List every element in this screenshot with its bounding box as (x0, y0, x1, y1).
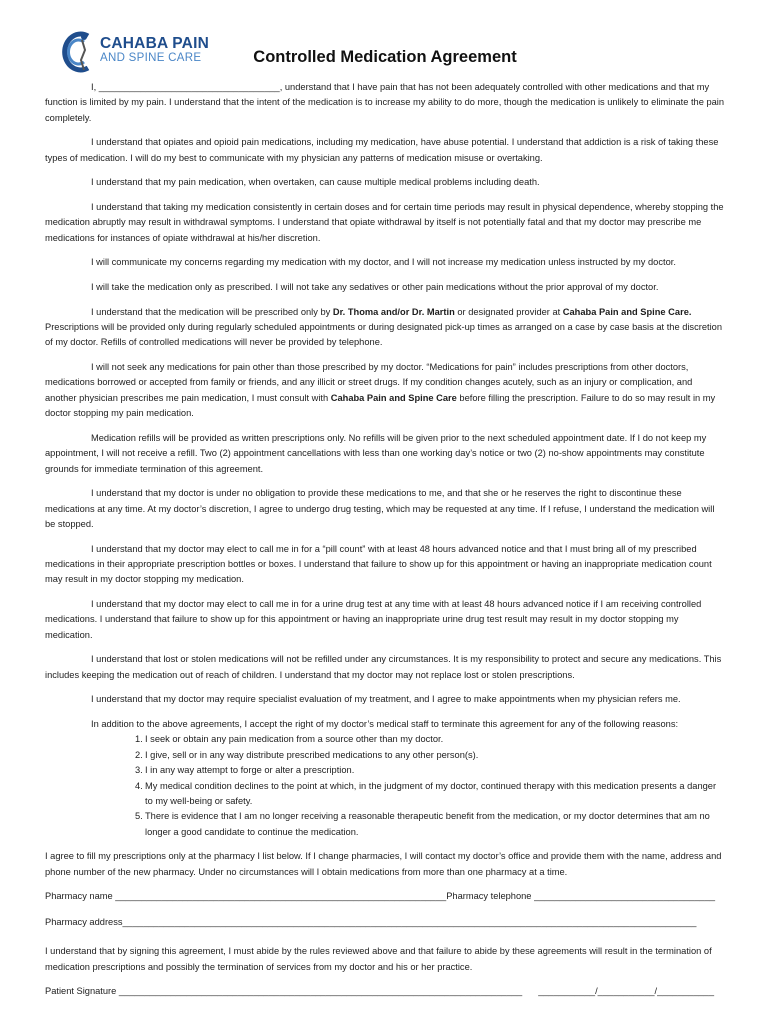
pharmacy-address-label: Pharmacy address (45, 916, 123, 927)
paragraph-as-prescribed: I will take the medication only as prescribed. I will not take any sedatives or other pain medications without the prior approval of my doctor. (91, 282, 659, 292)
pharmacy-telephone-field[interactable]: ___________________________________ (531, 891, 716, 902)
pharmacy-telephone-label: Pharmacy telephone (446, 891, 532, 902)
paragraph-understanding: I, ___________________________________, understand that I have pain that has not been adequately controlled with other medications and that my function is limited by my pain. I understand that the intent of the medication is to increase my ability to do more, though the medication is unlikely to eliminate the pain completely. (45, 82, 725, 123)
signature-row (45, 984, 725, 999)
pharmacy-name-row (45, 889, 725, 904)
document-title: Controlled Medication Agreement (253, 48, 517, 66)
paragraph-no-obligation: I understand that my doctor is under no obligation to provide these medications to me, and that she or he reserves the right to discontinue these medications at any time. At my doctor’s discretion, I agree to undergo drug testing, which may be requested at any time. If I refuse, I understand the medication will be stopped. (45, 488, 715, 530)
text: before filling the prescription. Failure to do so may result in my doctor stopping my pain medication. (45, 392, 716, 419)
paragraph-termination: In addition to the above agreements, I accept the right of my doctor’s medical staff to terminate this agreement for any of the following reasons: (91, 719, 679, 730)
paragraph-refills: Medication refills will be provided as written prescriptions only. No refills will be given prior to the next scheduled appointment date. If I do not keep my appointment, I will not receive a refill. Two (2) appointment cancellations with less than one working day’s notice or two (2) no-show appointments may constitute grounds for immediate termination of this agreement. (45, 432, 707, 474)
logo-line-1: CAHABA PAIN (100, 35, 209, 52)
list-item (45, 809, 725, 840)
paragraph-urine-test: I understand that my doctor may elect to call me in for a urine drug test at any time with at least 48 hours advanced notice if I am receiving controlled medications. I understand that failure to show up for this appointment or having an inappropriate urine drug test result may result in my doctor stopping my medication. (45, 599, 702, 640)
logo-line-2: AND SPINE CARE (100, 52, 202, 64)
paragraph-other-medications (45, 360, 725, 422)
clinic-name: Cahaba Pain and Spine Care. (562, 306, 692, 317)
text: or designated provider at (454, 306, 563, 317)
text: I will not seek any medications for pain other than those prescribed by my doctor. “Medications for pain” includes prescriptions from other doctors, medications borrowed or accepted from family or friends, and any illicit or street drugs. If my condition changes acutely, such as an injury or complication, and another physician prescribes me pain medication, I must consult with (45, 362, 693, 403)
agreement-body (45, 80, 725, 1010)
text: I understand that the medication will be prescribed only by (91, 306, 333, 317)
paragraph-abuse-potential: I understand that opiates and opioid pain medications, including my medication, have abuse potential. I understand that addiction is a risk of taking these types of medication. I will do my best to communicate with my physician any patterns of medication misuse or overtaking. (45, 137, 719, 163)
list-number: 4. (135, 780, 143, 791)
list-item (45, 779, 725, 810)
pharmacy-address-row (45, 915, 725, 930)
list-item (45, 763, 725, 778)
patient-signature-label: Patient Signature (45, 986, 117, 997)
list-text: My medical condition declines to the point at which, in the judgment of my doctor, continued therapy with this medication presents a danger to my well-being or safety. (145, 780, 717, 807)
termination-reasons-list (45, 732, 725, 840)
paragraph-lost-stolen: I understand that lost or stolen medications will not be refilled under any circumstances. It is my responsibility to protect and secure any medications. This includes keeping the medication out of reach of children. I understand that my doctor may not replace lost or stolen prescriptions. (45, 654, 722, 680)
list-text: I seek or obtain any pain medication from a source other than my doctor. (145, 734, 444, 745)
list-text: I give, sell or in any way distribute prescribed medications to any other person(s). (145, 749, 479, 760)
paragraph-overtaken: I understand that my pain medication, when overtaken, can cause multiple medical problems including death. (91, 177, 540, 188)
paragraph-acknowledgement: I understand that by signing this agreement, I must abide by the rules reviewed above and that failure to abide by these agreements will result in the termination of medication prescriptions and possibly the termination of services from my doctor and his or her practice. (45, 946, 712, 972)
clinic-name: Cahaba Pain and Spine Care (330, 392, 457, 403)
doctor-names: Dr. Thoma and/or Dr. Martin (332, 306, 455, 317)
list-text: I in any way attempt to forge or alter a prescription. (145, 765, 355, 776)
list-number: 3. (135, 765, 143, 776)
pharmacy-name-label: Pharmacy name (45, 891, 113, 902)
list-number: 5. (135, 811, 143, 822)
paragraph-specialist: I understand that my doctor may require specialist evaluation of my treatment, and I agree to make appointments when my physician refers me. (91, 694, 681, 705)
list-text: There is evidence that I am no longer receiving a reasonable therapeutic benefit from the medication, or my doctor determines that am no longer a good candidate to continue the medication. (145, 811, 710, 837)
list-item (45, 732, 725, 747)
patient-signature-field[interactable]: ______________________________________________________________________________ (116, 986, 523, 997)
paragraph-dependence: I understand that taking my medication consistently in certain doses and for certain time periods may result in physical dependence, whereby stopping the medication abruptly may result in withdrawal symptoms. I understand that opiate withdrawal by itself is not potentially fatal and that my doctor may prescribe me medications for instances of opiate withdrawal at his/her discretion. (45, 202, 724, 243)
paragraph-pharmacy: I agree to fill my prescriptions only at the pharmacy I list below. If I change pharmacies, I will contact my doctor’s office and provide them with the name, address and phone number of the new pharmacy. Under no circumstances will I obtain medications from more than one pharmacy at a time. (45, 851, 722, 877)
list-number: 1. (135, 734, 143, 745)
paragraph-pill-count: I understand that my doctor may elect to call me in for a “pill count” with at least 48 hours advanced notice and that I must bring all of my prescribed medications in their appropriate prescription bottles or boxes. I understand that failure to show up for this appointment or having an inappropriate medication count may result in my doctor stopping my medication. (45, 543, 712, 585)
list-number: 2. (135, 749, 143, 760)
list-item (45, 748, 725, 763)
paragraph-prescriber (45, 305, 725, 351)
text: Prescriptions will be provided only during regularly scheduled appointments or during designated pick-up times as arranged on a case by case basis at the discretion of my doctor. Refills of controlled medications will never be provided by telephone. (45, 322, 722, 348)
pharmacy-name-field[interactable]: ________________________________________________________________ (112, 891, 447, 902)
signature-date-field[interactable]: ___________/___________/___________ (538, 986, 715, 997)
pharmacy-address-field[interactable]: _______________________________________________________________________________________________________________ (122, 916, 697, 927)
paragraph-communicate: I will communicate my concerns regarding my medication with my doctor, and I will not increase my medication unless instructed by my doctor. (91, 257, 676, 268)
